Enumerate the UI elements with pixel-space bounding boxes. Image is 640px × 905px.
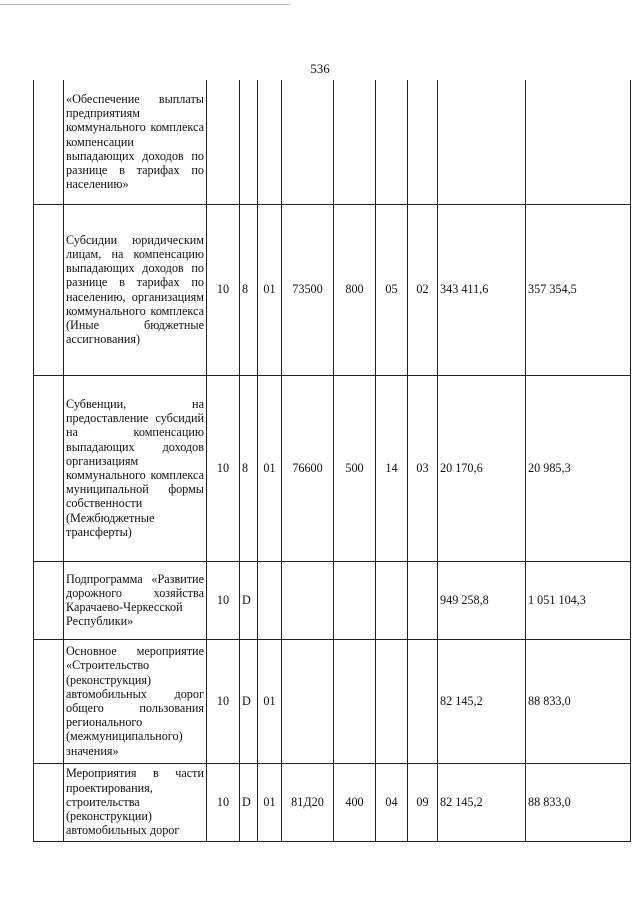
pr-cell — [408, 639, 438, 763]
sum-year2-cell: 88 833,0 — [526, 639, 631, 763]
vr-cell: 500 — [334, 375, 376, 561]
sum-year2-cell: 357 354,5 — [526, 204, 631, 375]
description-cell: Подпрограмма «Развитие дорожного хозяйства Карачаево-Черкесской Республики» — [64, 561, 207, 639]
ns-cell: 73500 — [282, 204, 334, 375]
vr-cell — [334, 80, 376, 204]
pp-cell: D — [240, 763, 258, 841]
om-cell: 01 — [258, 639, 282, 763]
vr-cell — [334, 561, 376, 639]
om-cell — [258, 80, 282, 204]
vr-cell: 800 — [334, 204, 376, 375]
rz-cell — [376, 639, 408, 763]
pp-cell: D — [240, 639, 258, 763]
row-number-cell — [34, 80, 64, 204]
rz-cell — [376, 80, 408, 204]
sum-year1-cell — [438, 80, 526, 204]
pr-cell — [408, 561, 438, 639]
description-cell: Мероприятия в части проектирования, строительства (реконструкции) автомобильных дорог — [64, 763, 207, 841]
page-number: 536 — [310, 61, 330, 76]
table-row — [34, 561, 631, 639]
pr-cell — [408, 80, 438, 204]
row-number-cell — [34, 204, 64, 375]
pp-cell: D — [240, 561, 258, 639]
description-cell: Субвенции, на предоставление субсидий на компенсацию выпадающих доходов организациям коммунального комплекса муниципальной формы собственности (Межбюджетные трансферты) — [64, 375, 207, 561]
gz-cell — [207, 80, 240, 204]
description-cell: Основное мероприятие «Строительство (реконструкция) автомобильных дорог общего пользования регионального (межмуниципального) значения» — [64, 639, 207, 763]
row-number-cell — [34, 639, 64, 763]
gz-cell: 10 — [207, 375, 240, 561]
description-cell: Субсидии юридическим лицам, на компенсацию выпадающих доходов по разнице в тарифах по населению, организациям коммунального комплекса (Иные бюджетные ассигнования) — [64, 204, 207, 375]
budget-table — [33, 80, 631, 842]
sum-year1-cell: 82 145,2 — [438, 763, 526, 841]
table-row — [34, 375, 631, 561]
table-row — [34, 204, 631, 375]
table-row — [34, 763, 631, 841]
sum-year1-cell: 20 170,6 — [438, 375, 526, 561]
om-cell: 01 — [258, 204, 282, 375]
sum-year2-cell: 20 985,3 — [526, 375, 631, 561]
om-cell: 01 — [258, 375, 282, 561]
ns-cell — [282, 639, 334, 763]
sum-year1-cell: 82 145,2 — [438, 639, 526, 763]
sum-year1-cell: 949 258,8 — [438, 561, 526, 639]
pr-cell: 02 — [408, 204, 438, 375]
table-row — [34, 80, 631, 204]
top-rule — [0, 4, 290, 5]
pp-cell: 8 — [240, 204, 258, 375]
gz-cell: 10 — [207, 639, 240, 763]
om-cell: 01 — [258, 763, 282, 841]
rz-cell: 14 — [376, 375, 408, 561]
sum-year1-cell: 343 411,6 — [438, 204, 526, 375]
row-number-cell — [34, 763, 64, 841]
sum-year2-cell — [526, 80, 631, 204]
sum-year2-cell: 1 051 104,3 — [526, 561, 631, 639]
gz-cell: 10 — [207, 763, 240, 841]
ns-cell: 76600 — [282, 375, 334, 561]
description-cell: «Обеспечение выплаты предприятиям коммунального комплекса компенсации выпадающих доходов по разнице в тарифах по населению» — [64, 80, 207, 204]
pr-cell: 09 — [408, 763, 438, 841]
pp-cell — [240, 80, 258, 204]
om-cell — [258, 561, 282, 639]
gz-cell: 10 — [207, 204, 240, 375]
rz-cell — [376, 561, 408, 639]
ns-cell — [282, 80, 334, 204]
vr-cell: 400 — [334, 763, 376, 841]
row-number-cell — [34, 375, 64, 561]
pr-cell: 03 — [408, 375, 438, 561]
rz-cell: 05 — [376, 204, 408, 375]
ns-cell — [282, 561, 334, 639]
rz-cell: 04 — [376, 763, 408, 841]
ns-cell: 81Д20 — [282, 763, 334, 841]
row-number-cell — [34, 561, 64, 639]
vr-cell — [334, 639, 376, 763]
table-row — [34, 639, 631, 763]
sum-year2-cell: 88 833,0 — [526, 763, 631, 841]
gz-cell: 10 — [207, 561, 240, 639]
pp-cell: 8 — [240, 375, 258, 561]
